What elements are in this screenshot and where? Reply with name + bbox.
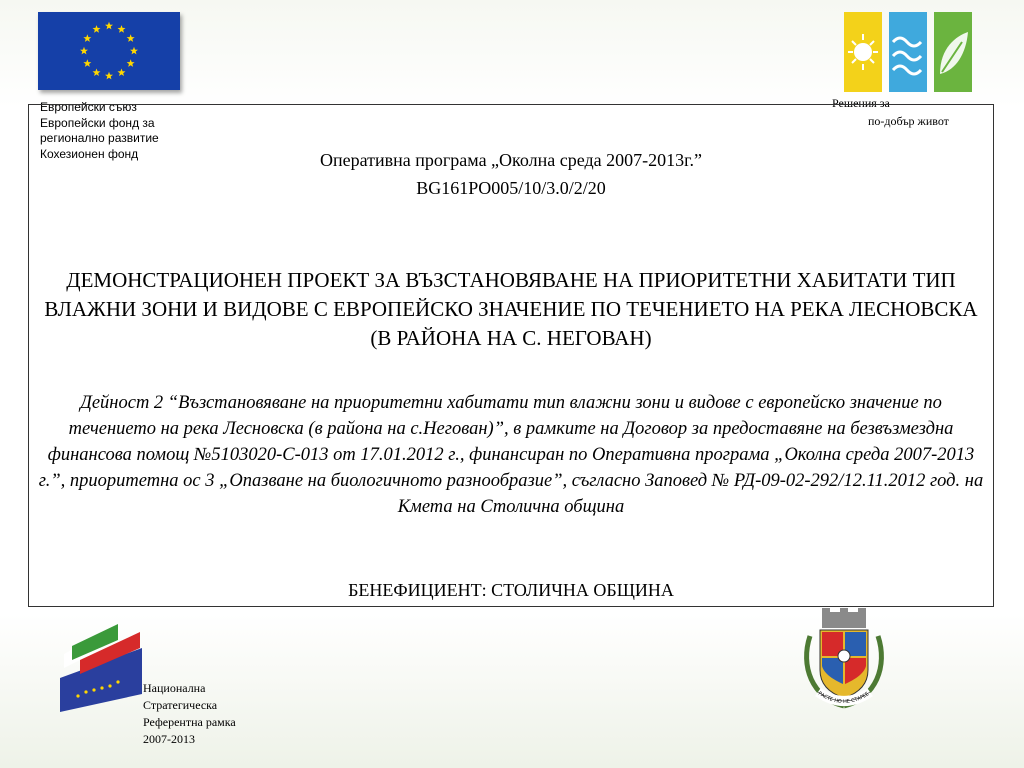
beneficiary-line: БЕНЕФИЦИЕНТ: СТОЛИЧНА ОБЩИНА (348, 580, 674, 600)
eu-star (105, 22, 113, 30)
logo-water-panel (889, 12, 927, 92)
nsrf-text (143, 680, 236, 748)
eu-star (93, 68, 101, 76)
env-tagline-line-1: Решения за (832, 96, 890, 110)
eu-line: Европейски фонд за (40, 115, 155, 130)
eu-star (83, 34, 91, 42)
eu-star (130, 47, 138, 55)
nsrf-line: Референтна рамка (143, 715, 236, 729)
eu-star (118, 25, 126, 33)
program-code: BG161PO005/10/3.0/2/20 (416, 178, 606, 198)
eu-star (127, 59, 135, 67)
program-title: Оперативна програма „Околна среда 2007-2013г.” (320, 150, 702, 170)
eu-star (127, 34, 135, 42)
sofia-coat-of-arms-icon (798, 606, 890, 714)
eu-flag-icon (38, 12, 180, 90)
nsrf-line: Стратегическа (143, 698, 218, 712)
eu-line: регионално развитие (40, 131, 159, 145)
nsrf-logo (58, 620, 144, 712)
eu-star (93, 25, 101, 33)
eu-star (83, 59, 91, 67)
project-title: ДЕМОНСТРАЦИОНЕН ПРОЕКТ ЗА ВЪЗСТАНОВЯВАНЕ НА ПРИОРИТЕТНИ ХАБИТАТИ ТИП ВЛАЖНИ ЗОНИ И ВИДОВЕ С ЕВРОПЕЙСКО ЗНАЧЕНИЕ ПО ТЕЧЕНИЕТО НА РЕКА ЛЕСНОВСКА (В РАЙОНА НА С. НЕГОВАН) (44, 268, 978, 350)
nsrf-line: Национална (143, 681, 206, 695)
eu-star (105, 72, 113, 80)
activity-name: Дейност 2 “Възстановяване на приоритетни хабитати тип влажни зони и видове с европейско значение по течението на река Лесновска (в района на с.Негован)”, (68, 393, 942, 439)
env-tagline-line-2: по-добър живот (868, 114, 949, 128)
eu-star (118, 68, 126, 76)
activity-details: в рамките на Договор за предоставяне на безвъзмездна финансова помощ №5103020-С-013 от 17.01.2012 г., финансиран по Оперативна програма „Околна среда 2007-2013 г.”, приоритетна ос 3 „Опазване на биологичното разнообразие”, съгласно Заповед № РД-09-02-292/12.11.2012 год. на Кмета на Столична община (38, 419, 984, 517)
arms-motto: РАСТЕ НО НЕ СТАРЕЕ (816, 690, 871, 706)
eu-line: Европейски съюз (40, 100, 137, 114)
activity-description (36, 390, 986, 520)
nsrf-line: 2007-2013 (143, 732, 195, 746)
eu-line: Кохезионен фонд (40, 146, 139, 161)
eu-star (80, 47, 88, 55)
environment-program-logo (844, 12, 972, 92)
